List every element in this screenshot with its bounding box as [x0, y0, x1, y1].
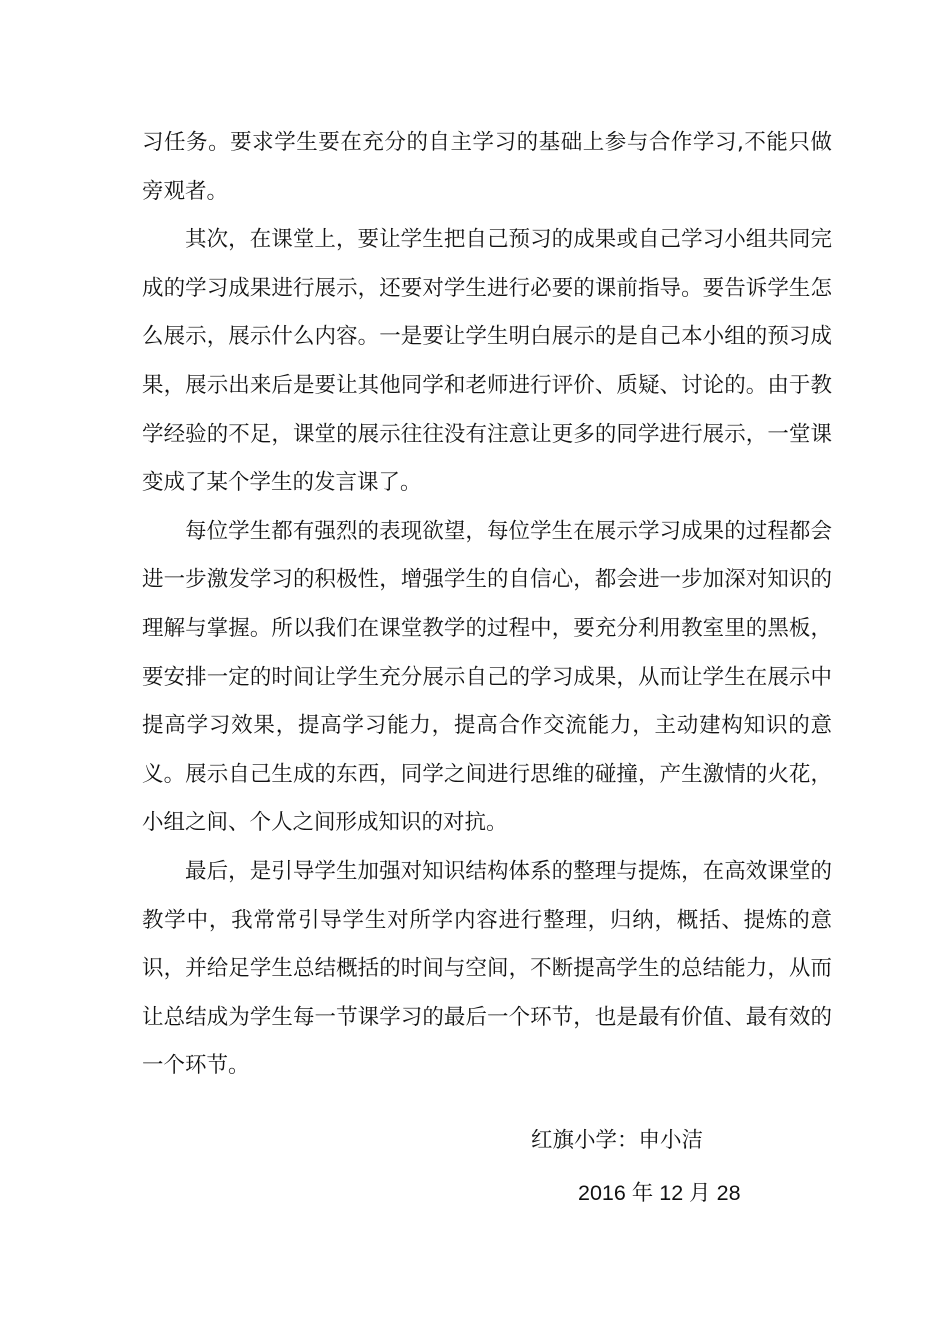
- paragraph-student-display: 每位学生都有强烈的表现欲望，每位学生在展示学习成果的过程都会进一步激发学习的积极性，增强学生的自信心，都会进一步加深对知识的理解与掌握。所以我们在课堂教学的过程中，要充分利用教室里的黑板，要安排一定的时间让学生充分展示自己的学习成果，从而让学生在展示中提高学习效果，提高学习能力，提高合作交流能力，主动建构知识的意义。展示自己生成的东西，同学之间进行思维的碰撞，产生激情的火花，小组之间、个人之间形成知识的对抗。: [142, 518, 832, 836]
- body-text: [142, 119, 832, 1091]
- paragraph-second-point: 其次，在课堂上，要让学生把自己预习的成果或自己学习小组共同完成的学习成果进行展示，还要对学生进行必要的课前指导。要告诉学生怎么展示，展示什么内容。一是要让学生明白展示的是自己本小组的预习成果，展示出来后是要让其他同学和老师进行评价、质疑、讨论的。由于教学经验的不足，课堂的展示往往没有注意让更多的同学进行展示，一堂课变成了某个学生的发言课了。: [142, 227, 832, 496]
- author-signature: 红旗小学：申小洁: [531, 1128, 704, 1153]
- paragraph-continuation: 习任务。要求学生要在充分的自主学习的基础上参与合作学习,不能只做旁观者。: [142, 130, 832, 204]
- document-date: 2016 年 12 月 28: [578, 1181, 741, 1205]
- paragraph-finally: 最后，是引导学生加强对知识结构体系的整理与提炼，在高效课堂的教学中，我常常引导学生对所学内容进行整理，归纳，概括、提炼的意识，并给足学生总结概括的时间与空间，不断提高学生的总结能力，从而让总结成为学生每一节课学习的最后一个环节，也是最有价值、最有效的一个环节。: [142, 858, 832, 1079]
